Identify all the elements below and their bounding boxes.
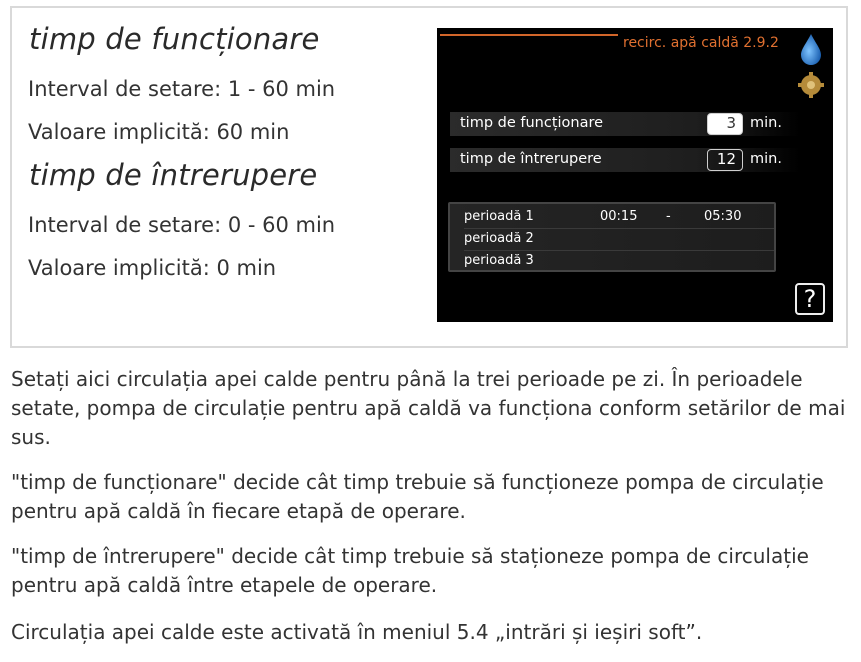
menu-title: recirc. apă caldă 2.9.2 xyxy=(623,35,779,51)
stop-time-value[interactable]: 12 xyxy=(707,149,743,171)
period-row-1[interactable] xyxy=(464,206,774,229)
water-drop-icon xyxy=(797,32,825,66)
run-time-row[interactable] xyxy=(450,112,800,136)
period-name: perioadă 2 xyxy=(464,231,534,246)
period-row-3[interactable] xyxy=(464,250,774,272)
stop-time-default: Valoare implicită: 0 min xyxy=(28,256,277,280)
stop-time-range: Interval de setare: 0 - 60 min xyxy=(28,213,336,237)
title-underline xyxy=(440,34,618,36)
stop-time-title: timp de întrerupere xyxy=(29,158,318,192)
periods-list xyxy=(448,202,776,272)
run-time-default: Valoare implicită: 60 min xyxy=(28,120,290,144)
run-time-value[interactable]: 3 xyxy=(707,113,743,135)
help-icon[interactable]: ? xyxy=(795,283,825,315)
paragraph-3: "timp de întrerupere" decide cât timp trebuie să staționeze pompa de circulație pentru apă caldă între etapele de operare. xyxy=(11,544,809,597)
stop-time-unit: min. xyxy=(750,151,782,167)
period-start: 00:15 xyxy=(600,209,638,224)
run-time-unit: min. xyxy=(750,115,782,131)
period-end: 05:30 xyxy=(704,209,742,224)
paragraph-1: Setați aici circulația apei calde pentru până la trei perioade pe zi. În perioadele setate, pompa de circulație pentru apă caldă va funcționa conform setărilor de mai sus. xyxy=(11,367,846,449)
run-time-range: Interval de setare: 1 - 60 min xyxy=(28,77,336,101)
run-time-title: timp de funcționare xyxy=(29,22,320,56)
run-time-label: timp de funcționare xyxy=(460,115,604,131)
period-row-2[interactable] xyxy=(464,228,774,251)
paragraph-4: Circulația apei calde este activată în meniul 5.4 „intrări și ieșiri soft”. xyxy=(11,620,703,644)
stop-time-row[interactable] xyxy=(450,148,800,172)
device-screen xyxy=(437,28,833,322)
stop-time-label: timp de întrerupere xyxy=(460,151,602,167)
period-name: perioadă 3 xyxy=(464,253,534,268)
paragraph-2: "timp de funcționare" decide cât timp trebuie să funcționeze pompa de circulație pentru apă caldă în fiecare etapă de operare. xyxy=(11,470,824,523)
period-dash: - xyxy=(666,209,671,224)
cog-icon xyxy=(798,72,824,98)
period-name: perioadă 1 xyxy=(464,209,534,224)
